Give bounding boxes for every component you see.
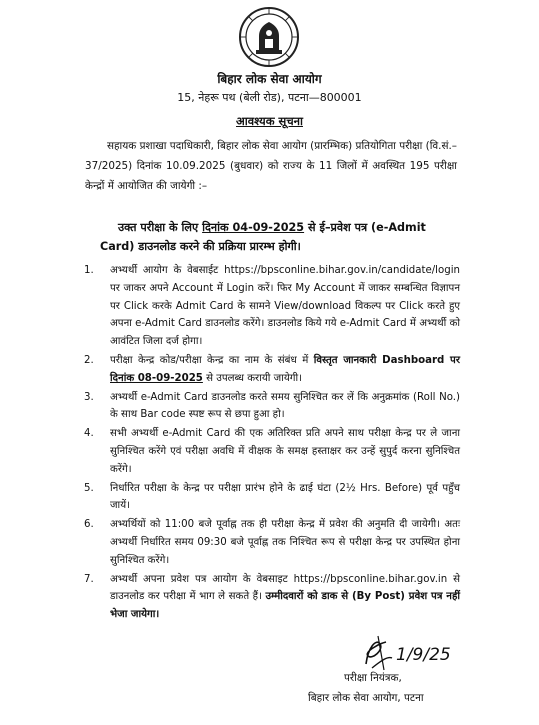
list-item-7 [80,571,460,624]
headline-paragraph [100,218,440,256]
item-number: 7. [84,573,94,585]
intro-paragraph: सहायक प्रशाखा पदाधिकारी, बिहार लोक सेवा आयोग (प्रारम्भिक) प्रतियोगिता परीक्षा (वि.सं.– 37/2025) दिनांक 10.09.2025 (बुधवार) को राज्य के 11 जिलों में अवस्थित 195 परीक्षा केन्द्रों में आयोजित की जायेगी :– [85,140,457,192]
item-text: सभी अभ्यर्थी e-Admit Card की एक अतिरिक्त प्रति अपने साथ परीक्षा केन्द्र पर ले जाना सुनिश्चित करेंगे एवं परीक्षा अवधि में वीक्षक के समक्ष हस्ताक्षर कर उन्हें सुपुर्द करना सुनिश्चित करेंगे। [110,428,460,475]
item-text-a: परीक्षा केन्द्र कोड/परीक्षा केन्द्र का नाम के संबंध में [110,354,314,366]
signature-icon [358,630,468,674]
item-text-a: अभ्यर्थी अपना प्रवेश पत्र आयोग के वेबसाइट https://bpsconline.bihar.gov.in से डाउनलोड कर परीक्षा में भाग ले सकते हैं। [110,573,460,603]
item-number: 6. [84,519,94,531]
item-text: अभ्यर्थियों को 11:00 बजे पूर्वाह्न तक ही परीक्षा केन्द्र में प्रवेश की अनुमति दी जायेगी। अतः अभ्यर्थी निर्धारित समय 09:30 बजे पूर्वाह्न तक निश्चित रूप से परीक्षा केन्द्र पर उपस्थित होना सुनिश्चित करेंगे। [110,519,460,566]
org-name: बिहार लोक सेवा आयोग [217,72,322,86]
item-number: 3. [84,391,94,403]
item-number: 1. [84,265,94,276]
headline-date: दिनांक 04-09-2025 [202,221,305,234]
instruction-list [80,262,460,625]
item-text: निर्धारित परीक्षा के केन्द्र पर परीक्षा प्रारंभ होने के ढाई घंटा (2½ Hrs. Before) पूर्व पहुँच जायें। [110,482,460,512]
notice-title-text: आवश्यक सूचना [236,114,303,128]
item-bold-a: उम्मीदवारों को डाक से (By Post) प्रवेश पत्र नहीं भेजा जायेगा। [110,591,460,621]
headline-part1: उक्त परीक्षा के लिए [118,221,203,234]
item-bold-date: दिनांक 08-09-2025 [110,372,203,384]
list-item-2 [80,352,460,388]
list-item-5 [80,480,460,516]
item-number: 2. [84,354,94,366]
notice-title [0,114,539,129]
item-number: 5. [84,482,94,494]
list-item-6 [80,516,460,569]
item-text [110,571,460,624]
list-item-4 [80,425,460,478]
item-text: अभ्यर्थी e-Admit Card डाउनलोड करते समय सुनिश्चित कर लें कि अनुक्रमांक (Roll No.) के साथ Bar code स्पष्ट रूप से छपा हुआ हो। [110,391,460,421]
signature-date: 1/9/25 [396,645,451,665]
item-number: 4. [84,428,94,440]
org-address: 15, नेहरू पथ (बेली रोड), पटना—800001 [177,91,362,104]
signatory-office: बिहार लोक सेवा आयोग, पटना [308,692,424,704]
item-text: अभ्यर्थी आयोग के वेबसाईट https://bpsconline.bihar.gov.in/candidate/login पर जाकर अपने Account में Login करें। फिर My Account में जाकर सम्बन्धित विज्ञापन पर Click करके Admit Card के सामने View/download विकल्प पर Click करते हुए अपना e-Admit Card डाउनलोड करेंगे। डाउनलोड किये गये e-Admit Card में अभ्यर्थी को आवंटित जिला दर्ज होगा। [110,265,460,348]
item-text [110,352,460,388]
list-item-3 [80,389,460,425]
signatory-title: परीक्षा नियंत्रक, [344,672,402,684]
list-item-1 [80,262,460,351]
bihar-state-emblem-icon [238,6,300,68]
headline-part2: से ई–प्रवेश पत्र (e-Admit Card) डाउनलोड करने की प्रक्रिया प्रारम्भ होगी। [100,221,426,253]
item-bold-a: विस्तृत जानकारी Dashboard पर [313,354,460,366]
item-text-c: से उपलब्ध करायी जायेगी। [202,372,302,384]
